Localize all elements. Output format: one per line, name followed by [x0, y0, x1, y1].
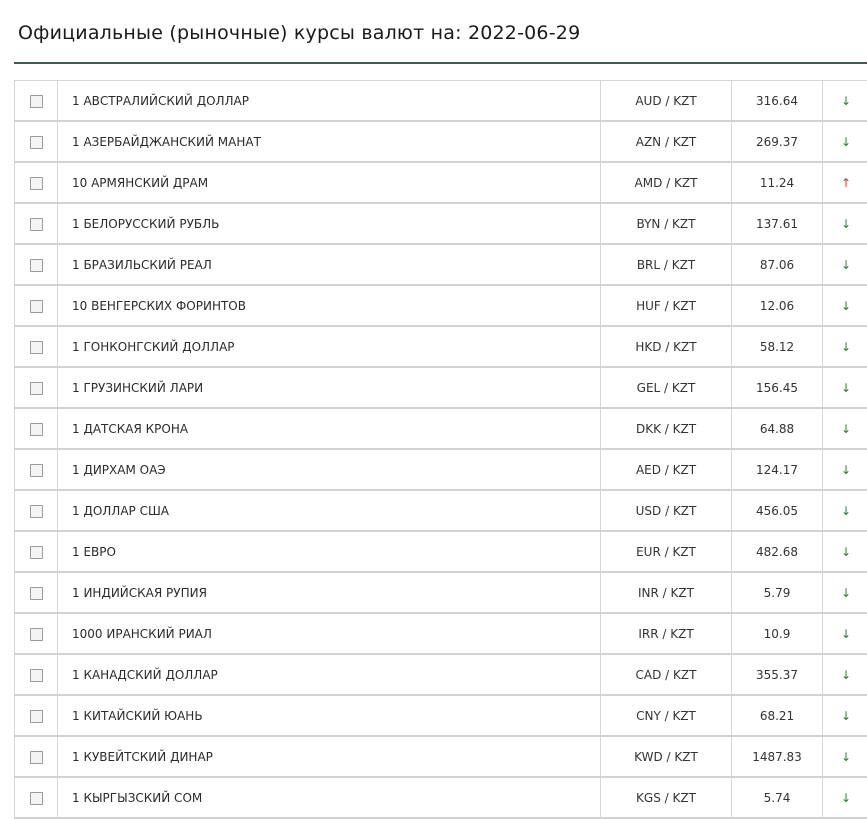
- exchange-rate: 12.06: [732, 285, 823, 326]
- currency-pair: HUF / KZT: [601, 285, 732, 326]
- select-cell: [15, 777, 58, 818]
- currency-name: 1 АЗЕРБАЙДЖАНСКИЙ МАНАТ: [58, 121, 601, 162]
- currency-pair: HKD / KZT: [601, 326, 732, 367]
- select-checkbox[interactable]: [30, 177, 43, 190]
- select-cell: [15, 613, 58, 654]
- arrow-down-icon: ↓: [823, 572, 867, 613]
- arrow-down-icon: ↓: [823, 531, 867, 572]
- select-cell: [15, 449, 58, 490]
- exchange-rate: 316.64: [732, 81, 823, 122]
- exchange-rate: 5.79: [732, 572, 823, 613]
- arrow-down-icon: ↓: [823, 613, 867, 654]
- exchange-rate: 58.12: [732, 326, 823, 367]
- select-checkbox[interactable]: [30, 341, 43, 354]
- arrow-down-icon: ↓: [823, 121, 867, 162]
- exchange-rate: 482.68: [732, 531, 823, 572]
- currency-name: 1 КЫРГЫЗСКИЙ СОМ: [58, 777, 601, 818]
- currency-pair: IRR / KZT: [601, 613, 732, 654]
- select-cell: [15, 490, 58, 531]
- currency-pair: CAD / KZT: [601, 654, 732, 695]
- select-checkbox[interactable]: [30, 423, 43, 436]
- select-checkbox[interactable]: [30, 218, 43, 231]
- arrow-down-icon: ↓: [823, 654, 867, 695]
- exchange-rate: 1487.83: [732, 736, 823, 777]
- currency-name: 1 КАНАДСКИЙ ДОЛЛАР: [58, 654, 601, 695]
- select-checkbox[interactable]: [30, 751, 43, 764]
- select-cell: [15, 695, 58, 736]
- select-cell: [15, 572, 58, 613]
- select-checkbox[interactable]: [30, 669, 43, 682]
- currency-row: [15, 81, 867, 122]
- currency-row: [15, 121, 867, 162]
- currency-row: [15, 367, 867, 408]
- arrow-down-icon: ↓: [823, 449, 867, 490]
- currency-name: 10 АРМЯНСКИЙ ДРАМ: [58, 162, 601, 203]
- select-checkbox[interactable]: [30, 628, 43, 641]
- currency-name: 1 ИНДИЙСКАЯ РУПИЯ: [58, 572, 601, 613]
- select-checkbox[interactable]: [30, 95, 43, 108]
- currency-row: [15, 408, 867, 449]
- currency-pair: INR / KZT: [601, 572, 732, 613]
- select-checkbox[interactable]: [30, 259, 43, 272]
- exchange-rate: 87.06: [732, 244, 823, 285]
- currency-row: [15, 244, 867, 285]
- arrow-down-icon: ↓: [823, 736, 867, 777]
- currency-row: [15, 777, 867, 818]
- title-divider: [14, 62, 867, 64]
- exchange-rate: 156.45: [732, 367, 823, 408]
- arrow-down-icon: ↓: [823, 408, 867, 449]
- select-cell: [15, 203, 58, 244]
- select-checkbox[interactable]: [30, 546, 43, 559]
- arrow-down-icon: ↓: [823, 695, 867, 736]
- currency-name: 1 ГОНКОНГСКИЙ ДОЛЛАР: [58, 326, 601, 367]
- currency-row: [15, 695, 867, 736]
- select-checkbox[interactable]: [30, 587, 43, 600]
- currency-row: [15, 736, 867, 777]
- currency-row: [15, 613, 867, 654]
- arrow-down-icon: ↓: [823, 244, 867, 285]
- currency-pair: BYN / KZT: [601, 203, 732, 244]
- select-cell: [15, 121, 58, 162]
- exchange-rate: 355.37: [732, 654, 823, 695]
- select-checkbox[interactable]: [30, 710, 43, 723]
- arrow-down-icon: ↓: [823, 81, 867, 122]
- page-title: Официальные (рыночные) курсы валют на: 2022-06-29: [18, 22, 580, 44]
- currency-pair: AZN / KZT: [601, 121, 732, 162]
- currency-name: 1 ДИРХАМ ОАЭ: [58, 449, 601, 490]
- currency-name: 10 ВЕНГЕРСКИХ ФОРИНТОВ: [58, 285, 601, 326]
- select-checkbox[interactable]: [30, 505, 43, 518]
- select-cell: [15, 326, 58, 367]
- currency-pair: DKK / KZT: [601, 408, 732, 449]
- exchange-rate: 11.24: [732, 162, 823, 203]
- select-cell: [15, 81, 58, 122]
- arrow-down-icon: ↓: [823, 326, 867, 367]
- exchange-rate: 68.21: [732, 695, 823, 736]
- exchange-rate: 456.05: [732, 490, 823, 531]
- select-checkbox[interactable]: [30, 792, 43, 805]
- select-cell: [15, 244, 58, 285]
- currency-name: 1 БЕЛОРУССКИЙ РУБЛЬ: [58, 203, 601, 244]
- arrow-down-icon: ↓: [823, 285, 867, 326]
- currency-pair: GEL / KZT: [601, 367, 732, 408]
- exchange-rate: 124.17: [732, 449, 823, 490]
- currency-pair: KGS / KZT: [601, 777, 732, 818]
- currency-name: 1 ЕВРО: [58, 531, 601, 572]
- currency-name: 1 ДАТСКАЯ КРОНА: [58, 408, 601, 449]
- select-checkbox[interactable]: [30, 382, 43, 395]
- currency-rates-table: [14, 80, 867, 819]
- currency-pair: EUR / KZT: [601, 531, 732, 572]
- currency-pair: USD / KZT: [601, 490, 732, 531]
- exchange-rate: 64.88: [732, 408, 823, 449]
- currency-row: [15, 572, 867, 613]
- currency-name: 1 ДОЛЛАР США: [58, 490, 601, 531]
- currency-row: [15, 449, 867, 490]
- arrow-down-icon: ↓: [823, 367, 867, 408]
- currency-pair: KWD / KZT: [601, 736, 732, 777]
- select-cell: [15, 654, 58, 695]
- select-cell: [15, 285, 58, 326]
- currency-row: [15, 326, 867, 367]
- currency-name: 1 БРАЗИЛЬСКИЙ РЕАЛ: [58, 244, 601, 285]
- currency-pair: AUD / KZT: [601, 81, 732, 122]
- currency-row: [15, 654, 867, 695]
- arrow-down-icon: ↓: [823, 490, 867, 531]
- currency-pair: AED / KZT: [601, 449, 732, 490]
- currency-pair: BRL / KZT: [601, 244, 732, 285]
- exchange-rate: 5.74: [732, 777, 823, 818]
- select-checkbox[interactable]: [30, 300, 43, 313]
- exchange-rate: 269.37: [732, 121, 823, 162]
- currency-rates-body: [15, 81, 867, 819]
- currency-row: [15, 203, 867, 244]
- arrow-down-icon: ↓: [823, 777, 867, 818]
- currency-name: 1 АВСТРАЛИЙСКИЙ ДОЛЛАР: [58, 81, 601, 122]
- currency-pair: CNY / KZT: [601, 695, 732, 736]
- arrow-up-icon: ↑: [823, 162, 867, 203]
- currency-row: [15, 531, 867, 572]
- currency-name: 1 КУВЕЙТСКИЙ ДИНАР: [58, 736, 601, 777]
- currency-row: [15, 162, 867, 203]
- select-cell: [15, 162, 58, 203]
- select-cell: [15, 408, 58, 449]
- arrow-down-icon: ↓: [823, 203, 867, 244]
- select-cell: [15, 367, 58, 408]
- currency-name: 1 ГРУЗИНСКИЙ ЛАРИ: [58, 367, 601, 408]
- currency-row: [15, 285, 867, 326]
- exchange-rate: 137.61: [732, 203, 823, 244]
- select-cell: [15, 531, 58, 572]
- select-cell: [15, 736, 58, 777]
- currency-name: 1 КИТАЙСКИЙ ЮАНЬ: [58, 695, 601, 736]
- select-checkbox[interactable]: [30, 136, 43, 149]
- currency-row: [15, 490, 867, 531]
- select-checkbox[interactable]: [30, 464, 43, 477]
- currency-pair: AMD / KZT: [601, 162, 732, 203]
- exchange-rate: 10.9: [732, 613, 823, 654]
- currency-name: 1000 ИРАНСКИЙ РИАЛ: [58, 613, 601, 654]
